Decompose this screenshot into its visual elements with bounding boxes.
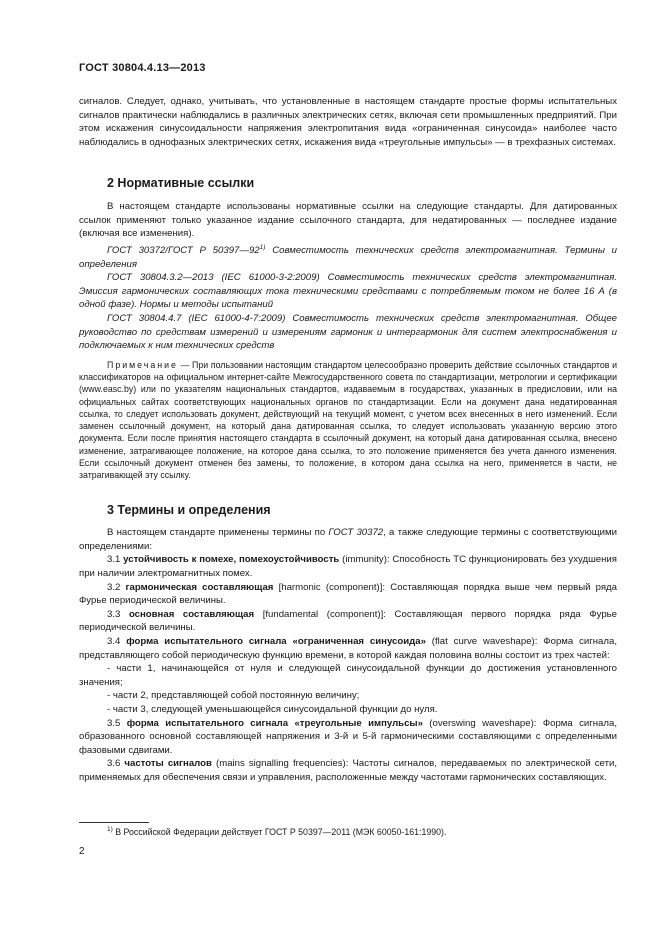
term-name: гармоническая составляющая	[125, 581, 274, 593]
term-name: основная составляющая	[128, 608, 255, 620]
list-item: - части 1, начинающейся от нуля и следующей синусоидальной функции до достижения установленного значения;	[79, 663, 617, 688]
term-3-1: 3.1 устойчивость к помехе, помехоустойчивость (immunity): Способность ТС функционировать без ухудшения при наличии электромагнитных помех.	[79, 554, 617, 580]
term-3-5: 3.5 форма испытательного сигнала «треугольные импульсы» (overswing waveshape): Форма сигнала, образованного основной составляющей напряжения и 3-й и 5-й гармоническими составляющими с определенными фазовыми сдвигами.	[79, 717, 617, 756]
footnote-mark: 1)	[259, 243, 266, 251]
footnote-mark: 1)	[107, 826, 113, 833]
term-3-4: 3.4 форма испытательного сигнала «ограниченная синусоида» (flat curve waveshape): Форма сигнала, представляющего собой периодическую функцию времени, в которой каждая половина волны состоит из трех частей:	[79, 636, 617, 661]
term-name: форма испытательного сигнала «ограниченная синусоида»	[126, 636, 426, 647]
footnote	[107, 826, 446, 837]
note-label: Примечание	[107, 359, 178, 370]
document-header: ГОСТ 30804.4.13—2013	[79, 62, 206, 74]
term-3-3: 3.3 основная составляющая [fundamental (component)]: Составляющая первого порядка ряда Фурье периодической величины.	[79, 608, 617, 634]
intro-paragraph: сигналов. Следует, однако, учитывать, что установленные в настоящем стандарте простые формы испытательных сигналов практически наблюдались в различных электрических сетях, включая сети промышленных предприятий. При этом искажения синусоидальности напряжения электропитания вида «ограниченная синусоида» наиболее часто наблюдались в однофазных электрических сетях, искажения вида «треугольные импульсы» — в трехфазных системах.	[79, 96, 617, 148]
term-name: частоты сигналов	[124, 758, 212, 770]
reference-2: ГОСТ 30804.3.2—2013 (IEC 61000-3-2:2009) Совместимость технических средств электромагнитная. Эмиссия гармонических составляющих тока техническими средствами с потребляемым током не более 16 А (в одной фазе). Нормы и методы испытаний	[79, 272, 617, 311]
term-name: устойчивость к помехе, помехоустойчивость	[123, 554, 340, 566]
reference-1	[79, 241, 617, 271]
note-paragraph	[79, 359, 617, 482]
section-2-title: 2 Нормативные ссылки	[107, 176, 255, 191]
note-text: — При пользовании настоящим стандартом целесообразно проверить действие ссылочных стандартов и классификаторов на официальном интернет-сайте Межгосударственного совета по стандартизации, метрологии и сертификации (www.easc.by) или по указателям национальных стандартов, издаваемым в государствах, указанных в предисловии, или на официальных сайтах соответствующих национальных органов по стандартизации. Если на документ дана недатированная ссылка, то следует использовать документ, действующий на текущий момент, с учетом всех внесенных в него изменений. Если заменен ссылочный документ, на который дана датированная ссылка, то следует использовать указанную версию этого документа. Если после принятия настоящего стандарта в ссылочный документ, на который дана датированная ссылка, внесено изменение, затрагивающее положение, на которое дана ссылка, то это положение применяется без учета данного изменения. Если ссылочный документ отменен без замены, то положение, в котором дана ссылка на него, применяется в части, не затрагивающей эту ссылку.	[79, 359, 617, 481]
list-item: - части 2, представляющей собой постоянную величину;	[107, 690, 360, 702]
footnote-divider	[79, 822, 149, 823]
reference-3: ГОСТ 30804.4.7 (IEC 61000-4-7:2009) Совместимость технических средств электромагнитная. Общее руководство по средствам измерений и измерениям гармоник и интергармоник для систем электроснабжения и подключаемых к ним технических средств	[79, 312, 617, 352]
section-2-paragraph: В настоящем стандарте использованы нормативные ссылки на следующие стандарты. Для датированных ссылок применяют только указанное издание ссылочного стандарта, для недатированных — последнее издание (включая все изменения).	[79, 200, 617, 240]
page-number: 2	[79, 846, 85, 857]
term-3-2: 3.2 гармоническая составляющая [harmonic (component)]: Составляющая порядка выше чем первый ряда Фурье периодической величины.	[79, 581, 617, 607]
reference-1-code: ГОСТ 30372/ГОСТ Р 50397—92	[107, 244, 260, 256]
list-item: - части 3, следующей уменьшающейся синусоидальной функции до нуля.	[107, 703, 438, 715]
term-name: форма испытательного сигнала «треугольные импульсы»	[126, 717, 423, 729]
page-content	[79, 95, 617, 785]
section-3-paragraph: В настоящем стандарте применены термины по ГОСТ 30372, а также следующие термины с соответствующими определениями:	[79, 527, 617, 552]
footnote-text: В Российской Федерации действует ГОСТ Р 50397—2011 (МЭК 60050-161:1990).	[112, 826, 447, 837]
reference-link: ГОСТ 30372	[328, 527, 384, 539]
section-3-title: 3 Термины и определения	[107, 502, 271, 517]
reference-1-title: Совместимость технических средств электромагнитная. Термины и определения	[79, 244, 617, 270]
term-3-6: 3.6 частоты сигналов (mains signalling frequencies): Частоты сигналов, передаваемых по электрической сети, применяемых для обеспечения связи и управления, расположенные между частотами гармонических составляющих.	[79, 758, 617, 783]
